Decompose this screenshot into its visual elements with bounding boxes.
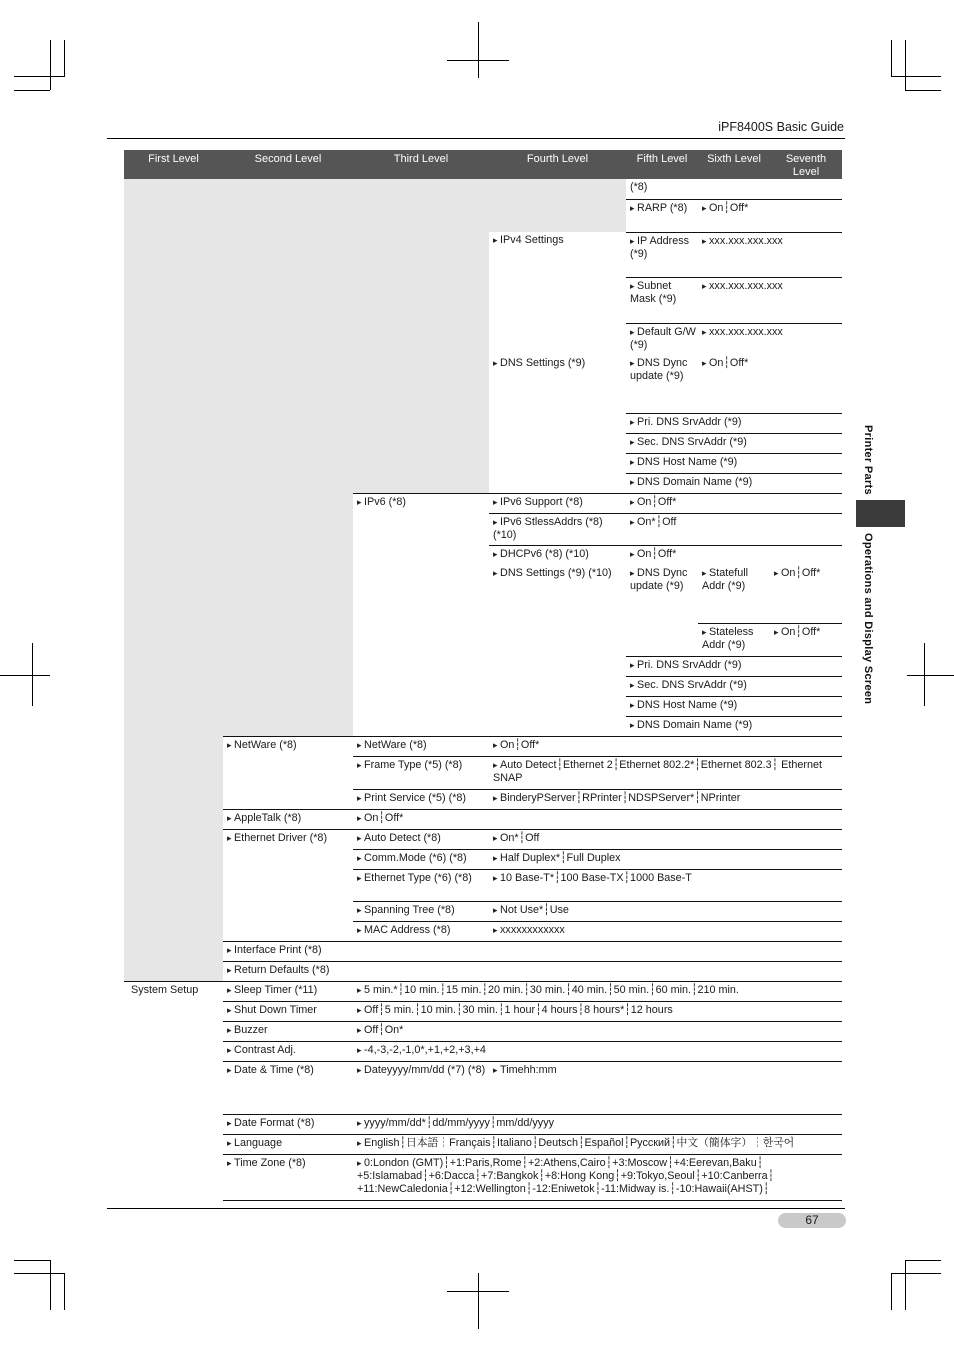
menu-item: ▸ DNS Host Name (*9) xyxy=(626,696,842,716)
menu-value: ▸ BinderyPServer┆RPrinter┆NDSPServer*┆NPrinter xyxy=(489,789,842,809)
menu-value: ▸ On*┆Off xyxy=(626,513,842,545)
table-row xyxy=(124,1154,842,1200)
table-row xyxy=(124,355,842,413)
table-row xyxy=(124,756,842,789)
table-row xyxy=(124,961,842,981)
table-row xyxy=(124,513,842,545)
menu-item: ▸ Date Format (*8) xyxy=(223,1114,353,1134)
table-row xyxy=(124,473,842,493)
menu-item: ▸ Sleep Timer (*11) xyxy=(223,981,353,1001)
table-row xyxy=(124,179,842,199)
table-row xyxy=(124,1001,842,1021)
table-row xyxy=(124,941,842,961)
menu-item: ▸ IPv6 Support (*8) xyxy=(489,493,626,513)
column-header: Sixth Level xyxy=(698,150,770,179)
table-row xyxy=(124,277,842,323)
table-row xyxy=(124,545,842,565)
table-row xyxy=(124,869,842,901)
menu-item: ▸ Print Service (*5) (*8) xyxy=(353,789,489,809)
menu-value: ▸ Not Use*┆Use xyxy=(489,901,842,921)
menu-item: ▸ DNS Domain Name (*9) xyxy=(626,716,842,736)
crop-mark xyxy=(891,1273,941,1274)
page-number: 67 xyxy=(778,1213,846,1228)
table-row xyxy=(124,901,842,921)
menu-item: ▸ DNS Domain Name (*9) xyxy=(626,473,842,493)
crop-mark xyxy=(905,1260,906,1310)
table-row xyxy=(124,656,842,676)
table-row xyxy=(124,1021,842,1041)
crop-mark xyxy=(891,76,941,77)
menu-value: (*8) xyxy=(630,181,648,193)
menu-value: ▸ On┆Off* xyxy=(698,199,770,232)
menu-value: ▸ On┆Off* xyxy=(353,809,842,829)
menu-item: ▸ DNS Dync update (*9) xyxy=(626,565,698,623)
crop-mark xyxy=(0,675,50,676)
table-row xyxy=(124,493,842,513)
menu-item: ▸ Subnet Mask (*9) xyxy=(626,277,698,323)
column-header: Fifth Level xyxy=(626,150,698,179)
crop-mark xyxy=(50,1260,51,1310)
crop-mark xyxy=(14,1260,50,1261)
section-label: Printer Parts xyxy=(862,425,874,495)
table-row xyxy=(124,413,842,433)
menu-item: ▸ Auto Detect (*8) xyxy=(353,829,489,849)
menu-item: ▸ DNS Dync update (*9) xyxy=(626,355,698,413)
menu-item: ▸ Date & Time (*8) xyxy=(223,1061,353,1114)
menu-item: ▸ Contrast Adj. xyxy=(223,1041,353,1061)
menu-value: ▸ On┆Off* xyxy=(770,565,842,623)
menu-item: ▸ Comm.Mode (*6) (*8) xyxy=(353,849,489,869)
crop-mark xyxy=(905,1260,941,1261)
column-header: Third Level xyxy=(353,150,489,179)
crop-mark xyxy=(64,1273,65,1310)
menu-item: ▸ Return Defaults (*8) xyxy=(223,961,842,981)
menu-item: ▸ DNS Host Name (*9) xyxy=(626,453,842,473)
menu-value: ▸ xxx.xxx.xxx.xxx xyxy=(698,232,770,277)
table-row xyxy=(124,323,842,355)
table-row xyxy=(124,789,842,809)
menu-item: ▸ Spanning Tree (*8) xyxy=(353,901,489,921)
menu-item: ▸ Pri. DNS SrvAddr (*9) xyxy=(626,656,842,676)
crop-mark xyxy=(478,22,479,78)
menu-item: ▸ Ethernet Type (*6) (*8) xyxy=(353,869,489,901)
menu-item: ▸ Ethernet Driver (*8) xyxy=(223,829,353,849)
menu-item: ▸ DNS Settings (*9) (*10) xyxy=(489,565,626,623)
menu-value: ▸ yyyy/mm/dd*┆dd/mm/yyyy┆mm/dd/yyyy xyxy=(353,1114,842,1134)
crop-mark xyxy=(14,76,64,77)
crop-mark xyxy=(447,1291,509,1292)
crop-mark xyxy=(478,1273,479,1329)
menu-value: ▸ 10 Base-T*┆100 Base-TX┆1000 Base-T xyxy=(489,869,842,901)
menu-value: ▸ On┆Off* xyxy=(626,493,842,513)
crop-mark xyxy=(447,60,509,61)
table-header-row xyxy=(124,150,842,179)
menu-structure-table xyxy=(124,150,842,1201)
menu-value: ▸ 5 min.*┆10 min.┆15 min.┆20 min.┆30 min.┆40 min.┆50 min.┆60 min.┆210 min. xyxy=(353,981,842,1001)
guide-title: iPF8400S Basic Guide xyxy=(718,120,844,134)
table-row xyxy=(124,981,842,1001)
table-row xyxy=(124,199,842,232)
menu-item: ▸ DNS Settings (*9) xyxy=(489,355,626,413)
table-row xyxy=(124,433,842,453)
menu-item: ▸ Pri. DNS SrvAddr (*9) xyxy=(626,413,842,433)
menu-item: ▸ IPv6 StlessAddrs (*8) (*10) xyxy=(489,513,626,545)
crop-mark xyxy=(905,90,941,91)
table-row xyxy=(124,676,842,696)
menu-item: ▸ Time Zone (*8) xyxy=(223,1154,353,1200)
menu-value: ▸ Off┆On* xyxy=(353,1021,842,1041)
first-level-label: System Setup xyxy=(124,981,223,1001)
menu-item: ▸ Dateyyyy/mm/dd (*7) (*8) xyxy=(353,1061,489,1114)
header-rule xyxy=(107,138,845,139)
menu-value: ▸ On┆Off* xyxy=(626,545,842,565)
table-row xyxy=(124,736,842,756)
crop-mark xyxy=(14,90,50,91)
table-row xyxy=(124,696,842,716)
crop-mark xyxy=(891,1273,892,1310)
menu-value: ▸ Auto Detect┆Ethernet 2┆Ethernet 802.2*┆Ethernet 802.3┆ Ethernet SNAP xyxy=(489,756,842,789)
table-row xyxy=(124,623,842,656)
table-row xyxy=(124,1041,842,1061)
menu-item: ▸ Buzzer xyxy=(223,1021,353,1041)
menu-value: ▸ Half Duplex*┆Full Duplex xyxy=(489,849,842,869)
chapter-tab xyxy=(856,500,905,527)
table-row xyxy=(124,232,842,277)
menu-item: ▸ Statefull Addr (*9) xyxy=(698,565,770,623)
table-row xyxy=(124,849,842,869)
column-header: Fourth Level xyxy=(489,150,626,179)
menu-value: ▸ Off┆5 min.┆10 min.┆30 min.┆1 hour┆4 hours┆8 hours*┆12 hours xyxy=(353,1001,842,1021)
table-row xyxy=(124,809,842,829)
menu-item: ▸ AppleTalk (*8) xyxy=(223,809,353,829)
crop-mark xyxy=(64,40,65,77)
column-header: Seventh Level xyxy=(770,150,842,179)
menu-item: ▸ Frame Type (*5) (*8) xyxy=(353,756,489,789)
table-row xyxy=(124,921,842,941)
menu-value: ▸ 0:London (GMT)┆+1:Paris,Rome┆+2:Athens,Cairo┆+3:Moscow┆+4:Eerevan,Baku┆ +5:Islamabad┆+6:Dacca┆+7:Bangkok┆+8:Hong Kong┆+9:Tokyo,Seoul┆+10:Canberra┆ +11:NewCaledonia┆+12:Wellington┆-12:Eniwetok┆-11:Midway is.┆-10:Hawaii(AHST)┆ xyxy=(353,1154,842,1200)
menu-value: ▸ xxx.xxx.xxx.xxx xyxy=(698,323,770,355)
menu-item: ▸ IP Address (*9) xyxy=(626,232,698,277)
crop-mark xyxy=(50,40,51,90)
chapter-label: Operations and Display Screen xyxy=(862,533,874,705)
table-row xyxy=(124,1061,842,1114)
crop-mark xyxy=(907,675,954,676)
column-header: Second Level xyxy=(223,150,353,179)
menu-item: ▸ Sec. DNS SrvAddr (*9) xyxy=(626,676,842,696)
menu-item: ▸ Default G/W (*9) xyxy=(626,323,698,355)
menu-value: ▸ On*┆Off xyxy=(489,829,842,849)
menu-item: ▸ Stateless Addr (*9) xyxy=(698,623,770,656)
menu-item: ▸ MAC Address (*8) xyxy=(353,921,489,941)
menu-value: ▸ On┆Off* xyxy=(489,736,842,756)
menu-value: ▸ xxx.xxx.xxx.xxx xyxy=(698,277,770,323)
menu-item: ▸ NetWare (*8) xyxy=(353,736,489,756)
menu-item: ▸ Shut Down Timer xyxy=(223,1001,353,1021)
table-row xyxy=(124,716,842,736)
menu-item: ▸ Language xyxy=(223,1134,353,1154)
menu-item: ▸ DHCPv6 (*8) (*10) xyxy=(489,545,626,565)
menu-value: ▸ On┆Off* xyxy=(698,355,770,413)
table-row xyxy=(124,1134,842,1154)
menu-item: ▸ IPv4 Settings xyxy=(489,232,626,277)
menu-value: ▸ xxxxxxxxxxxx xyxy=(489,921,842,941)
menu-value: ▸ English┆日本語┆Français┆Italiano┆Deutsch┆Español┆Русский┆中文（簡体字）┆한국어 xyxy=(353,1134,842,1154)
table-row xyxy=(124,829,842,849)
menu-item: ▸ Interface Print (*8) xyxy=(223,941,842,961)
menu-value: ▸ Timehh:mm xyxy=(489,1061,842,1114)
table-row xyxy=(124,453,842,473)
table-row xyxy=(124,565,842,623)
menu-item: ▸ NetWare (*8) xyxy=(223,736,353,756)
menu-value: ▸ On┆Off* xyxy=(770,623,842,656)
menu-item: ▸ RARP (*8) xyxy=(626,199,698,232)
menu-item: ▸ Sec. DNS SrvAddr (*9) xyxy=(626,433,842,453)
column-header: First Level xyxy=(124,150,223,179)
menu-value: ▸ -4,-3,-2,-1,0*,+1,+2,+3,+4 xyxy=(353,1041,842,1061)
crop-mark xyxy=(905,40,906,90)
table-row xyxy=(124,1114,842,1134)
menu-item: ▸ IPv6 (*8) xyxy=(353,493,489,513)
crop-mark xyxy=(891,40,892,77)
crop-mark xyxy=(14,1273,64,1274)
footer-rule xyxy=(107,1208,845,1209)
